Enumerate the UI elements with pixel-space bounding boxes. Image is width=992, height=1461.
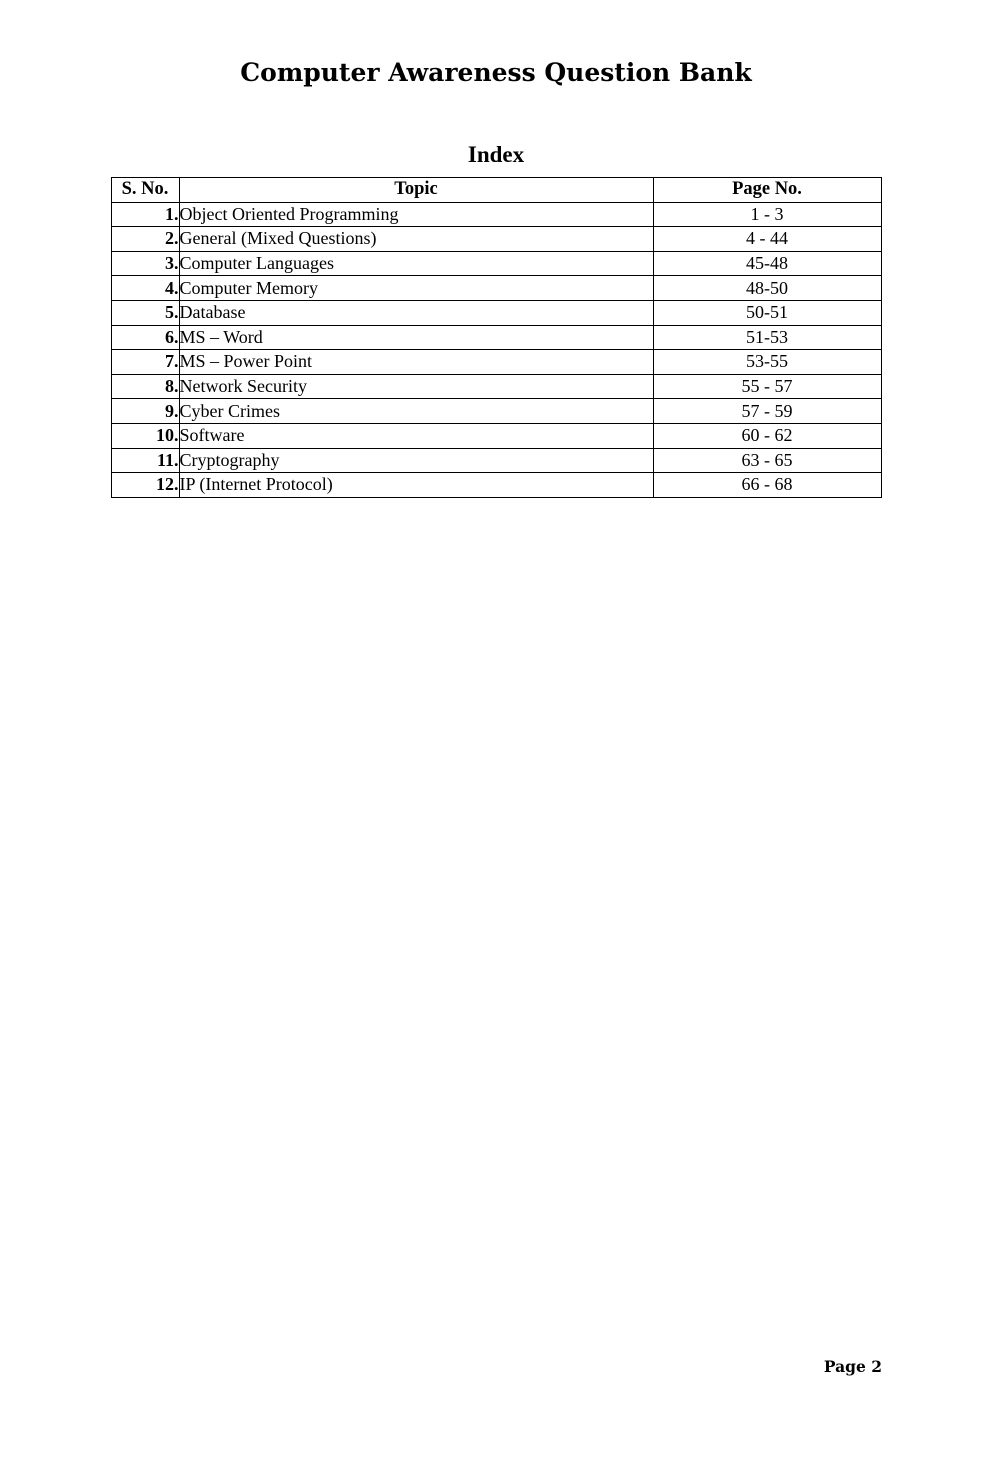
cell-sno: 6. [111,325,179,350]
index-heading: Index [467,142,525,167]
cell-topic: Computer Memory [179,276,653,301]
footer-page-number: Page 2 [823,1357,882,1376]
cell-sno: 4. [111,276,179,301]
table-body [111,202,881,497]
table-row [111,399,881,424]
table-row [111,473,881,498]
document-page [0,58,992,1461]
cell-topic: Database [179,300,653,325]
cell-topic: Network Security [179,374,653,399]
table-row [111,227,881,252]
cell-sno: 9. [111,399,179,424]
cell-page: 51-53 [653,325,881,350]
column-header-sno: S. No. [111,178,179,203]
column-header-page: Page No. [653,178,881,203]
cell-page: 4 - 44 [653,227,881,252]
cell-topic: MS – Word [179,325,653,350]
cell-sno: 3. [111,251,179,276]
cell-page: 45-48 [653,251,881,276]
cell-page: 63 - 65 [653,448,881,473]
cell-page: 60 - 62 [653,423,881,448]
cell-page: 50-51 [653,300,881,325]
cell-topic: MS – Power Point [179,350,653,375]
table-row [111,448,881,473]
cell-page: 48-50 [653,276,881,301]
table-row [111,374,881,399]
cell-page: 57 - 59 [653,399,881,424]
cell-page: 55 - 57 [653,374,881,399]
cell-sno: 2. [111,227,179,252]
cell-sno: 7. [111,350,179,375]
table-row [111,423,881,448]
cell-page: 66 - 68 [653,473,881,498]
cell-topic: Software [179,423,653,448]
cell-topic: Cryptography [179,448,653,473]
cell-sno: 11. [111,448,179,473]
table-header-row [111,178,881,203]
cell-sno: 1. [111,202,179,227]
cell-topic: Computer Languages [179,251,653,276]
cell-topic: IP (Internet Protocol) [179,473,653,498]
table-row [111,202,881,227]
cell-topic: General (Mixed Questions) [179,227,653,252]
cell-sno: 10. [111,423,179,448]
document-title: Computer Awareness Question Bank [240,58,752,87]
cell-topic: Object Oriented Programming [179,202,653,227]
cell-page: 53-55 [653,350,881,375]
cell-topic: Cyber Crimes [179,399,653,424]
table-header [111,178,881,203]
table-row [111,325,881,350]
cell-page: 1 - 3 [653,202,881,227]
index-table-container [0,177,992,498]
table-row [111,251,881,276]
table-row [111,300,881,325]
table-row [111,350,881,375]
index-table [111,177,882,498]
cell-sno: 12. [111,473,179,498]
cell-sno: 5. [111,300,179,325]
cell-sno: 8. [111,374,179,399]
column-header-topic: Topic [179,178,653,203]
table-row [111,276,881,301]
